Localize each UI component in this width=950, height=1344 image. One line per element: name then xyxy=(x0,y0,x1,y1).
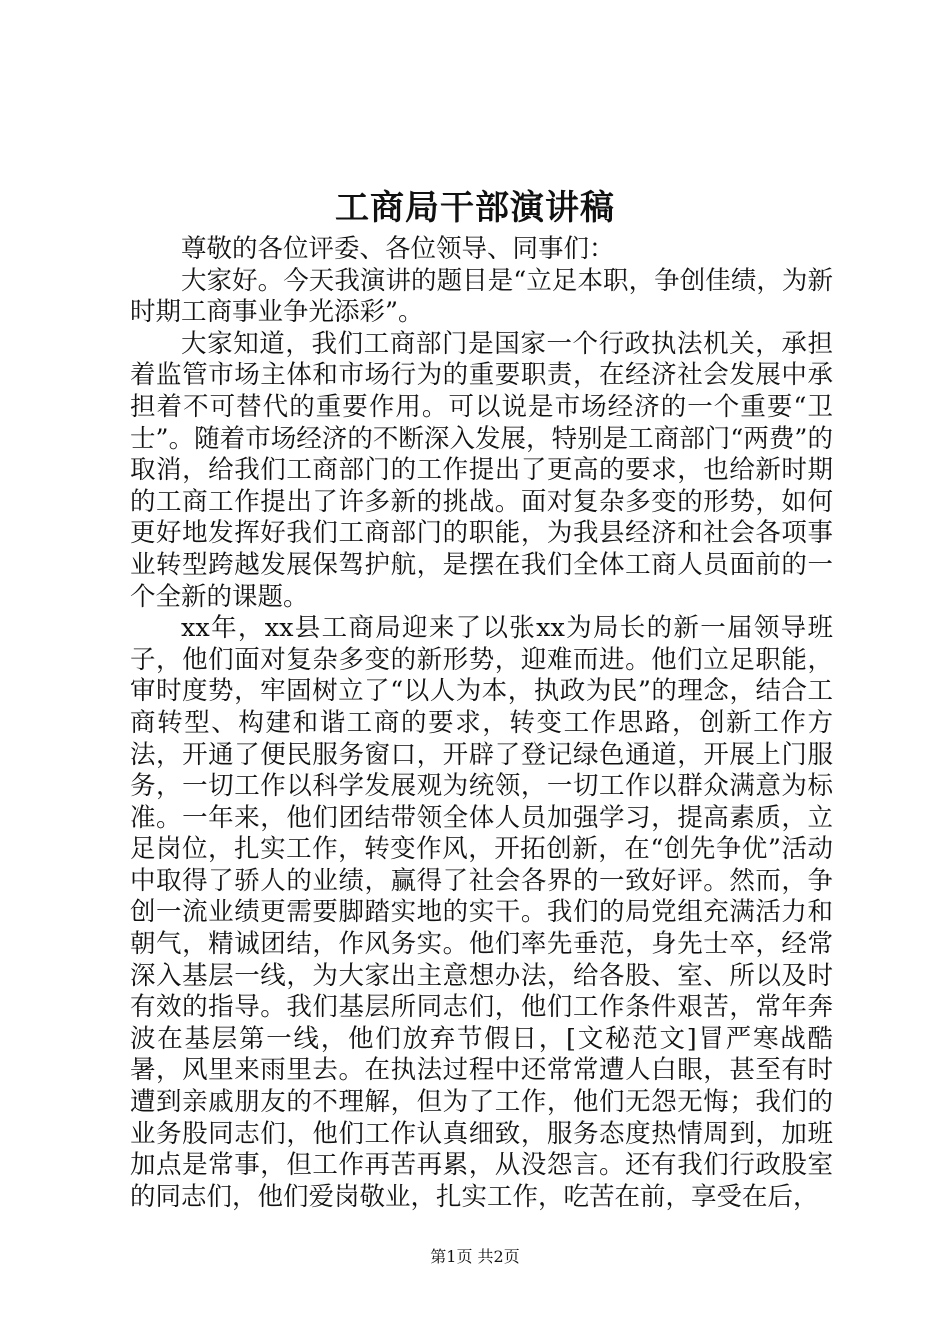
body-paragraph: xx年，xx县工商局迎来了以张xx为局长的新一届领导班子，他们面对复杂多变的新形势，迎难而进。他们立足职能，审时度势，牢固树立了“以人为本，执政为民”的理念，结合工商转型、构建和谐工商的要求，转变工作思路，创新工作方法，开通了便民服务窗口，开辟了登记绿色通道，开展上门服务，一切工作以科学发展观为统领，一切工作以群众满意为标准。一年来，他们团结带领全体人员加强学习，提高素质，立足岗位，扎实工作，转变作风，开拓创新，在“创先争优”活动中取得了骄人的业绩，赢得了社会各界的一致好评。然而，争创一流业绩更需要脚踏实地的实干。我们的局党组充满活力和朝气，精诚团结，作风务实。他们率先垂范，身先士卒，经常深入基层一线，为大家出主意想办法，给各股、室、所以及时有效的指导。我们基层所同志们，他们工作条件艰苦，常年奔波在基层第一线，他们放弃节假日，[文秘范文]冒严寒战酷暑，风里来雨里去。在执法过程中还常常遭人白眼，甚至有时遭到亲戚朋友的不理解，但为了工作，他们无怨无悔；我们的业务股同志们，他们工作认真细致，服务态度热情周到，加班加点是常事，但工作再苦再累，从没怨言。还有我们行政股室的同志们，他们爱岗敬业，扎实工作，吃苦在前，享受在后， xyxy=(130,613,833,1212)
document-body xyxy=(130,234,833,1213)
salutation-paragraph: 尊敬的各位评委、各位领导、同事们： xyxy=(181,234,615,264)
page-footer: 第1页 共2页 xyxy=(430,1247,520,1266)
document-title: 工商局干部演讲稿 xyxy=(335,188,615,228)
body-paragraph: 大家知道，我们工商部门是国家一个行政执法机关，承担着监管市场主体和市场行为的重要职责，在经济社会发展中承担着不可替代的重要作用。可以说是市场经济的一个重要“卫士”。随着市场经济的不断深入发展，特别是工商部门“两费”的取消，给我们工商部门的工作提出了更高的要求，也给新时期的工商工作提出了许多新的挑战。面对复杂多变的形势，如何更好地发挥好我们工商部门的职能，为我县经济和社会各项事业转型跨越发展保驾护航，是摆在我们全体工商人员面前的一个全新的课题。 xyxy=(130,328,833,612)
body-paragraph: 大家好。今天我演讲的题目是“立足本职，争创佳绩，为新时期工商事业争光添彩”。 xyxy=(130,265,833,328)
